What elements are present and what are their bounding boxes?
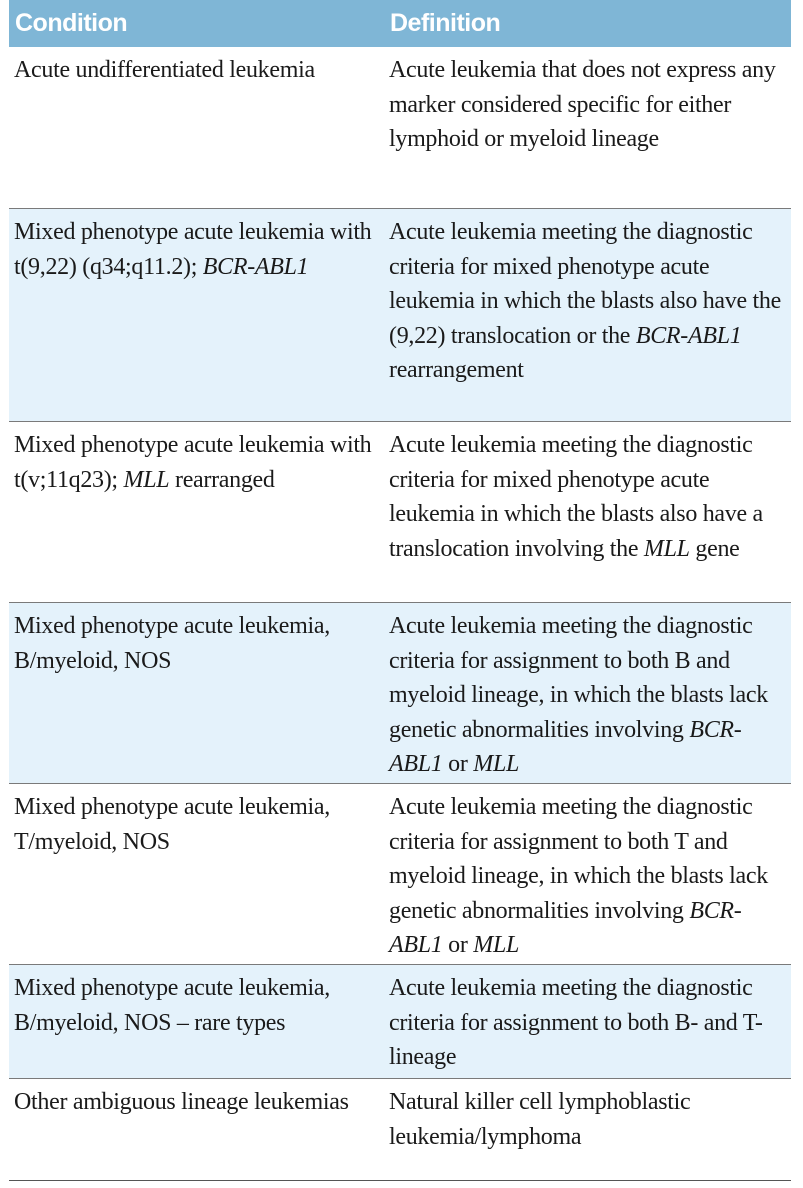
condition-cell bbox=[9, 47, 386, 208]
cell-text: Mixed phenotype acute leukemia, B/myeloid, NOS – rare types bbox=[14, 975, 330, 1036]
header-definition: Definition bbox=[390, 9, 501, 37]
cell-text: Acute leukemia meeting the diagnostic criteria for assignment to both B- and T- lineage bbox=[389, 975, 763, 1070]
cell-text: Mixed phenotype acute leukemia, B/myeloid, NOS bbox=[14, 613, 330, 674]
cell-text: rearranged bbox=[169, 466, 275, 493]
cell-text: Acute leukemia meeting the diagnostic criteria for assignment to both T and myeloid lineage, in which the blasts lack genetic abnormalities involving bbox=[389, 794, 768, 924]
italic-term: BCR-ABL1 bbox=[389, 716, 742, 777]
italic-term: BCR-ABL1 bbox=[389, 897, 742, 958]
cell-text: Mixed phenotype acute leukemia, T/myeloid, NOS bbox=[14, 794, 330, 855]
table-row bbox=[9, 422, 791, 603]
cell-text: Other ambiguous lineage leukemias bbox=[14, 1089, 349, 1115]
cell-text: Mixed phenotype acute leukemia with t(9,22) (q34;q11.2); bbox=[14, 219, 372, 280]
definition-cell bbox=[386, 47, 791, 208]
italic-term: MLL bbox=[643, 535, 690, 562]
table-row bbox=[9, 784, 791, 965]
condition-cell bbox=[9, 1079, 386, 1165]
table-row bbox=[9, 965, 791, 1079]
condition-cell bbox=[9, 784, 386, 964]
cell-text: Acute leukemia that does not express any marker considered specific for either lymphoid or myeloid lineage bbox=[389, 57, 776, 152]
italic-term: MLL bbox=[473, 751, 520, 777]
cell-text: gene bbox=[689, 535, 740, 562]
condition-cell bbox=[9, 965, 386, 1078]
definition-cell bbox=[386, 422, 791, 602]
definition-cell bbox=[386, 965, 791, 1078]
cell-text: Acute leukemia meeting the diagnostic criteria for mixed phenotype acute leukemia in which the blasts also have a translocation involving the bbox=[389, 432, 763, 562]
cell-text: Natural killer cell lymphoblastic leukemia/lymphoma bbox=[389, 1089, 691, 1150]
table-row bbox=[9, 603, 791, 784]
definition-cell bbox=[386, 209, 791, 421]
cell-text: or bbox=[442, 751, 474, 777]
table-row bbox=[9, 1079, 791, 1165]
cell-text: Acute leukemia meeting the diagnostic criteria for assignment to both B and myeloid lineage, in which the blasts lack genetic abnormalities involving bbox=[389, 613, 768, 743]
definition-cell bbox=[386, 603, 791, 783]
definition-cell bbox=[386, 1079, 791, 1165]
cell-text: Mixed phenotype acute leukemia with t(v;11q23); bbox=[14, 432, 372, 493]
condition-cell bbox=[9, 603, 386, 783]
table-header bbox=[9, 0, 791, 47]
condition-cell bbox=[9, 209, 386, 421]
cell-text: rearrangement bbox=[389, 357, 524, 383]
cell-text: Acute leukemia meeting the diagnostic criteria for mixed phenotype acute leukemia in which the blasts also have the (9,22) translocation or the bbox=[389, 219, 781, 349]
table-bottom-rule bbox=[9, 1180, 791, 1181]
cell-text: Acute undifferentiated leukemia bbox=[14, 57, 315, 83]
definition-cell bbox=[386, 784, 791, 964]
italic-term: MLL bbox=[473, 932, 520, 958]
table-row bbox=[9, 209, 791, 422]
italic-term: BCR-ABL1 bbox=[202, 253, 309, 280]
classification-table bbox=[9, 0, 791, 1165]
cell-text: or bbox=[442, 932, 474, 958]
italic-term: BCR-ABL1 bbox=[635, 322, 742, 349]
table-row bbox=[9, 47, 791, 209]
header-condition: Condition bbox=[15, 9, 128, 37]
italic-term: MLL bbox=[123, 466, 170, 493]
condition-cell bbox=[9, 422, 386, 602]
